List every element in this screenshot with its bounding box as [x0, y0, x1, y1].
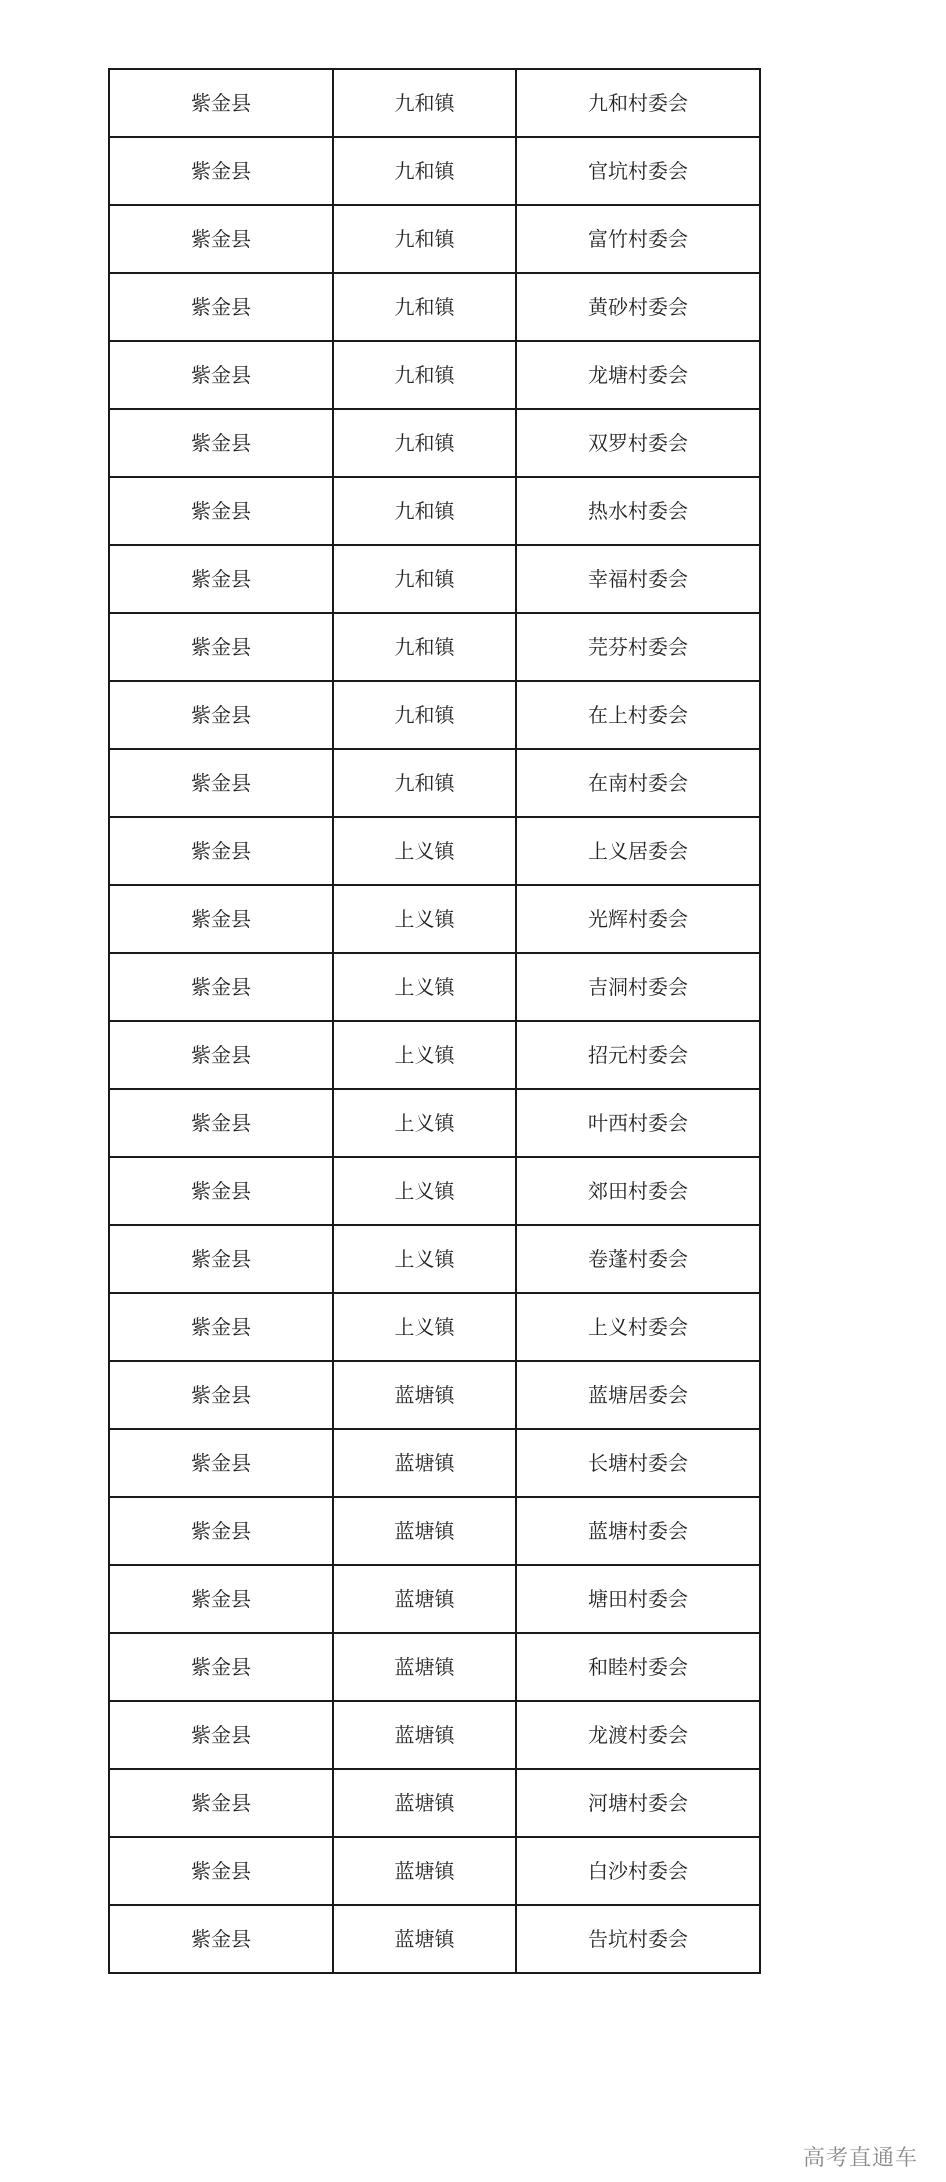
committee-cell: 官坑村委会 — [516, 137, 760, 205]
table-row — [109, 341, 760, 409]
town-cell: 上义镇 — [333, 1157, 516, 1225]
town-cell: 九和镇 — [333, 409, 516, 477]
county-cell: 紫金县 — [109, 1089, 333, 1157]
town-cell: 蓝塘镇 — [333, 1497, 516, 1565]
village-committee-table — [108, 68, 761, 1974]
county-cell: 紫金县 — [109, 953, 333, 1021]
town-cell: 九和镇 — [333, 749, 516, 817]
committee-cell: 塘田村委会 — [516, 1565, 760, 1633]
town-cell: 蓝塘镇 — [333, 1905, 516, 1973]
town-cell: 九和镇 — [333, 681, 516, 749]
table-row — [109, 477, 760, 545]
county-cell: 紫金县 — [109, 545, 333, 613]
committee-cell: 招元村委会 — [516, 1021, 760, 1089]
county-cell: 紫金县 — [109, 1021, 333, 1089]
county-cell: 紫金县 — [109, 477, 333, 545]
committee-cell: 河塘村委会 — [516, 1769, 760, 1837]
county-cell: 紫金县 — [109, 613, 333, 681]
county-cell: 紫金县 — [109, 205, 333, 273]
town-cell: 蓝塘镇 — [333, 1769, 516, 1837]
document-sheet — [108, 68, 761, 1974]
table-row — [109, 69, 760, 137]
committee-cell: 龙渡村委会 — [516, 1701, 760, 1769]
town-cell: 上义镇 — [333, 1089, 516, 1157]
county-cell: 紫金县 — [109, 1905, 333, 1973]
county-cell: 紫金县 — [109, 1429, 333, 1497]
town-cell: 九和镇 — [333, 341, 516, 409]
table-row — [109, 953, 760, 1021]
committee-cell: 和睦村委会 — [516, 1633, 760, 1701]
town-cell: 蓝塘镇 — [333, 1837, 516, 1905]
table-row — [109, 1429, 760, 1497]
committee-cell: 在南村委会 — [516, 749, 760, 817]
committee-cell: 郊田村委会 — [516, 1157, 760, 1225]
town-cell: 上义镇 — [333, 953, 516, 1021]
town-cell: 上义镇 — [333, 885, 516, 953]
table-row — [109, 545, 760, 613]
committee-cell: 蓝塘居委会 — [516, 1361, 760, 1429]
town-cell: 上义镇 — [333, 1021, 516, 1089]
town-cell: 九和镇 — [333, 477, 516, 545]
table-row — [109, 885, 760, 953]
committee-cell: 上义居委会 — [516, 817, 760, 885]
committee-cell: 白沙村委会 — [516, 1837, 760, 1905]
committee-cell: 热水村委会 — [516, 477, 760, 545]
town-cell: 蓝塘镇 — [333, 1701, 516, 1769]
table-row — [109, 1701, 760, 1769]
county-cell: 紫金县 — [109, 137, 333, 205]
committee-cell: 在上村委会 — [516, 681, 760, 749]
county-cell: 紫金县 — [109, 1837, 333, 1905]
committee-cell: 吉洞村委会 — [516, 953, 760, 1021]
county-cell: 紫金县 — [109, 341, 333, 409]
town-cell: 九和镇 — [333, 205, 516, 273]
table-row — [109, 613, 760, 681]
table-row — [109, 681, 760, 749]
town-cell: 蓝塘镇 — [333, 1565, 516, 1633]
town-cell: 上义镇 — [333, 1225, 516, 1293]
town-cell: 九和镇 — [333, 545, 516, 613]
committee-cell: 上义村委会 — [516, 1293, 760, 1361]
committee-cell: 叶西村委会 — [516, 1089, 760, 1157]
committee-cell: 双罗村委会 — [516, 409, 760, 477]
county-cell: 紫金县 — [109, 273, 333, 341]
county-cell: 紫金县 — [109, 1157, 333, 1225]
county-cell: 紫金县 — [109, 1769, 333, 1837]
table-body — [109, 69, 760, 1973]
table-row — [109, 1497, 760, 1565]
town-cell: 九和镇 — [333, 273, 516, 341]
town-cell: 九和镇 — [333, 613, 516, 681]
county-cell: 紫金县 — [109, 69, 333, 137]
committee-cell: 长塘村委会 — [516, 1429, 760, 1497]
table-row — [109, 273, 760, 341]
table-row — [109, 1837, 760, 1905]
table-row — [109, 749, 760, 817]
table-row — [109, 1021, 760, 1089]
table-row — [109, 1361, 760, 1429]
town-cell: 九和镇 — [333, 69, 516, 137]
town-cell: 蓝塘镇 — [333, 1633, 516, 1701]
county-cell: 紫金县 — [109, 1225, 333, 1293]
town-cell: 上义镇 — [333, 1293, 516, 1361]
committee-cell: 黄砂村委会 — [516, 273, 760, 341]
table-row — [109, 1293, 760, 1361]
table-row — [109, 137, 760, 205]
committee-cell: 光辉村委会 — [516, 885, 760, 953]
committee-cell: 告坑村委会 — [516, 1905, 760, 1973]
town-cell: 上义镇 — [333, 817, 516, 885]
county-cell: 紫金县 — [109, 1565, 333, 1633]
town-cell: 九和镇 — [333, 137, 516, 205]
county-cell: 紫金县 — [109, 885, 333, 953]
county-cell: 紫金县 — [109, 1293, 333, 1361]
table-row — [109, 1905, 760, 1973]
committee-cell: 九和村委会 — [516, 69, 760, 137]
table-row — [109, 1633, 760, 1701]
table-row — [109, 1769, 760, 1837]
town-cell: 蓝塘镇 — [333, 1429, 516, 1497]
table-row — [109, 409, 760, 477]
table-row — [109, 817, 760, 885]
county-cell: 紫金县 — [109, 749, 333, 817]
committee-cell: 龙塘村委会 — [516, 341, 760, 409]
watermark-text: 高考直通车 — [802, 2146, 918, 2171]
table-row — [109, 1225, 760, 1293]
county-cell: 紫金县 — [109, 1497, 333, 1565]
county-cell: 紫金县 — [109, 1701, 333, 1769]
committee-cell: 蓝塘村委会 — [516, 1497, 760, 1565]
county-cell: 紫金县 — [109, 409, 333, 477]
table-row — [109, 1089, 760, 1157]
county-cell: 紫金县 — [109, 817, 333, 885]
county-cell: 紫金县 — [109, 1633, 333, 1701]
table-row — [109, 1565, 760, 1633]
committee-cell: 幸福村委会 — [516, 545, 760, 613]
committee-cell: 芫芬村委会 — [516, 613, 760, 681]
committee-cell: 富竹村委会 — [516, 205, 760, 273]
table-row — [109, 205, 760, 273]
committee-cell: 卷蓬村委会 — [516, 1225, 760, 1293]
county-cell: 紫金县 — [109, 681, 333, 749]
town-cell: 蓝塘镇 — [333, 1361, 516, 1429]
county-cell: 紫金县 — [109, 1361, 333, 1429]
table-row — [109, 1157, 760, 1225]
